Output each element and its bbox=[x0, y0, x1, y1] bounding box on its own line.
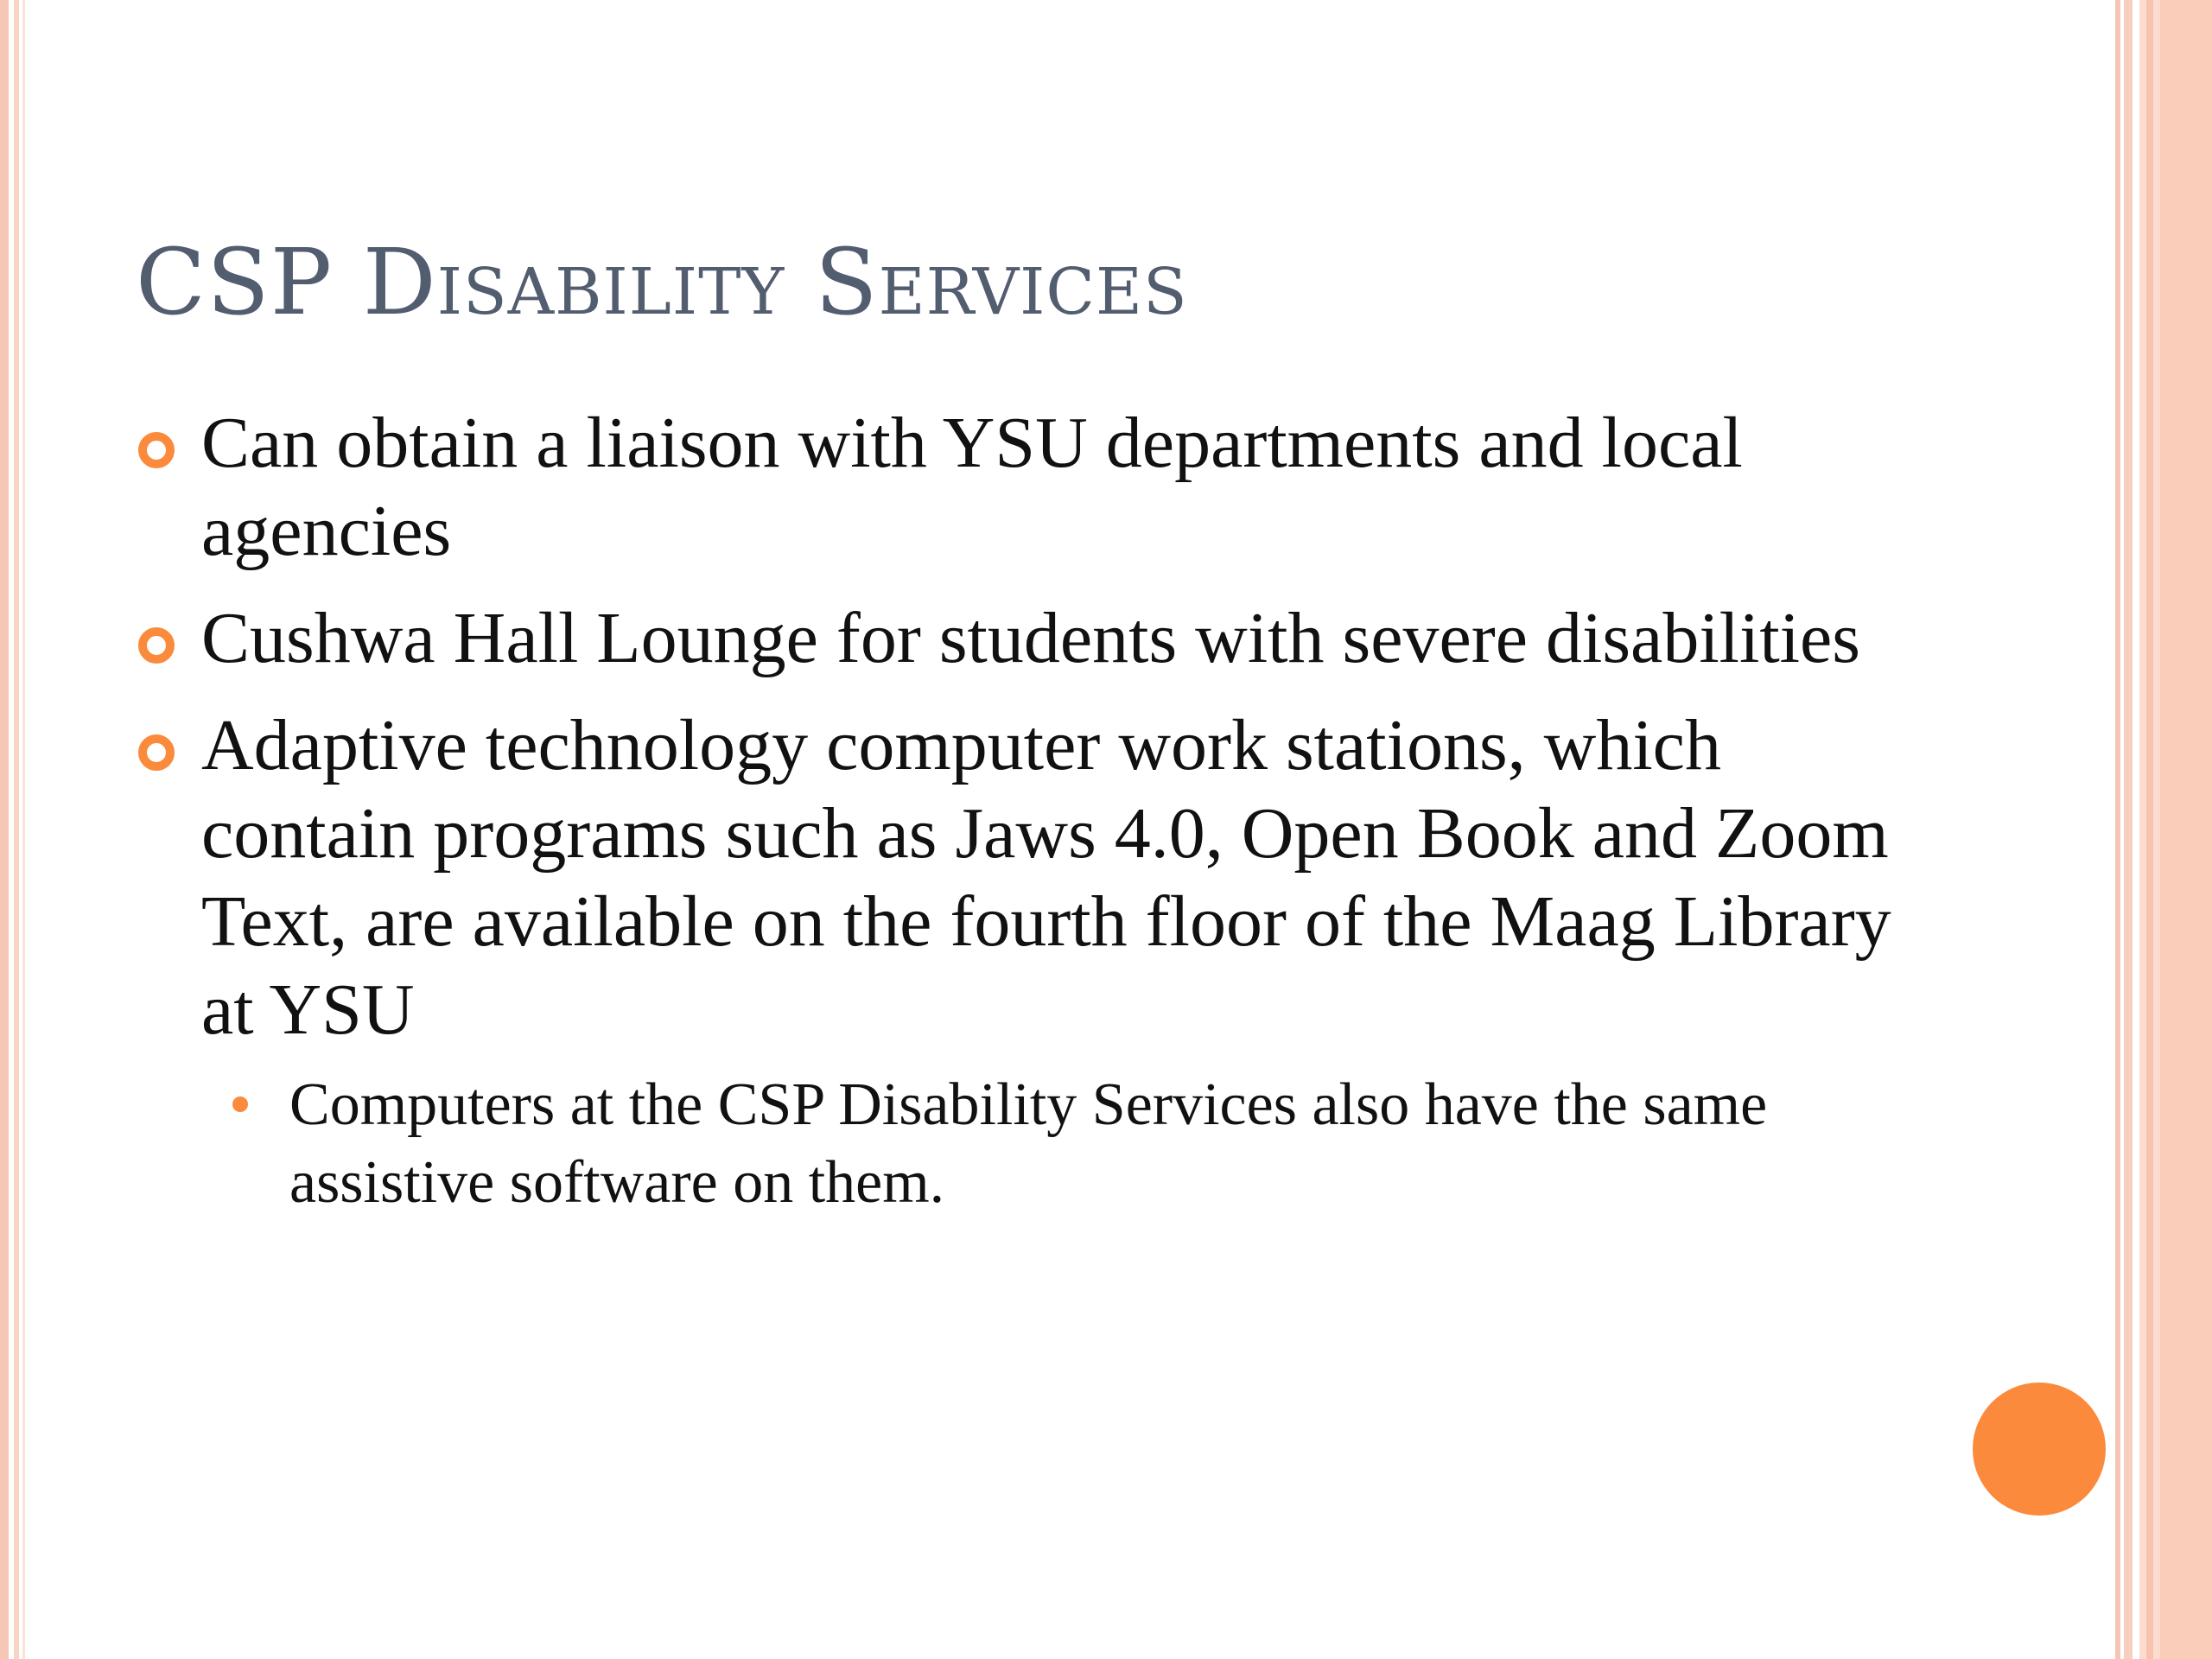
right-border-stripe bbox=[2115, 0, 2120, 1659]
sub-bullet-text: Computers at the CSP Disability Services also have the same assistive software on them. bbox=[289, 1071, 1768, 1216]
right-border-stripe bbox=[2160, 0, 2212, 1659]
bullet-item bbox=[136, 702, 1898, 1222]
left-border-stripe bbox=[0, 0, 9, 1659]
right-border-stripe bbox=[2146, 0, 2153, 1659]
ring-bullet-icon bbox=[138, 432, 175, 468]
bullet-item bbox=[136, 594, 1898, 683]
dot-bullet-icon bbox=[232, 1096, 248, 1112]
left-border-stripe bbox=[14, 0, 19, 1659]
right-border-stripe bbox=[2124, 0, 2133, 1659]
ring-bullet-icon bbox=[138, 627, 175, 664]
sub-bullet-list bbox=[201, 1066, 1898, 1222]
bullet-text: Can obtain a liaison with YSU departments and local agencies bbox=[201, 403, 1743, 571]
bullet-list bbox=[136, 399, 1898, 1241]
bullet-text: Adaptive technology computer work stations, which contain programs such as Jaws 4.0, Open Book and Zoom Text, are available on the fourth floor of the Maag Library at YSU bbox=[201, 705, 1891, 1050]
bullet-text: Cushwa Hall Lounge for students with severe disabilities bbox=[201, 598, 1860, 678]
ring-bullet-icon bbox=[138, 734, 175, 771]
bullet-item bbox=[136, 399, 1898, 575]
left-border-stripe bbox=[22, 0, 25, 1659]
slide-title: CSP Disability Services bbox=[136, 229, 1188, 335]
sub-bullet-item bbox=[136, 1066, 1898, 1222]
decorative-circle bbox=[1973, 1382, 2106, 1516]
